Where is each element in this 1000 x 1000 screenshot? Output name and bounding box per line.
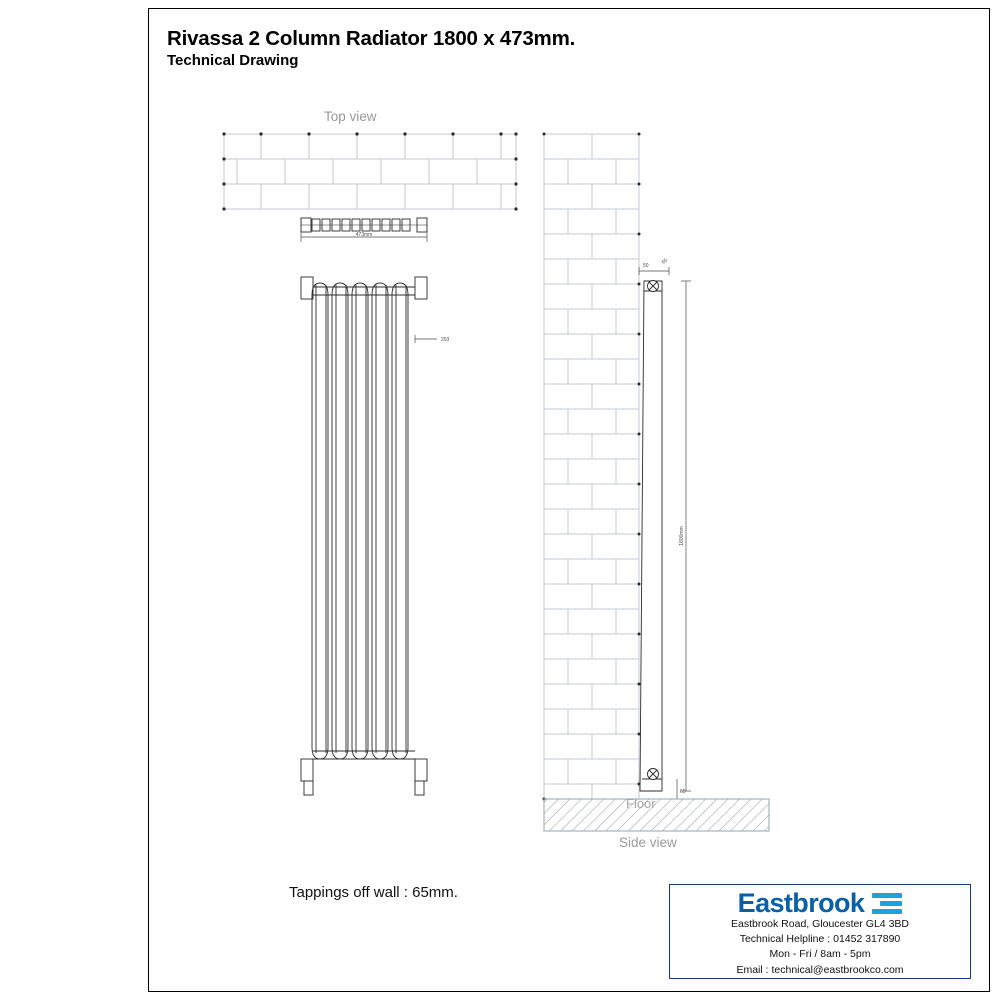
page-subtitle: Technical Drawing: [167, 51, 299, 69]
company-name: Eastbrook: [737, 888, 865, 918]
eastbrook-logo-icon: [872, 893, 902, 914]
floor: [544, 799, 769, 831]
top-view-wall-nodes: [222, 132, 517, 210]
company-email: Email : technical@eastbrookco.com: [736, 963, 904, 976]
company-hours: Mon - Fri / 8am - 5pm: [769, 948, 871, 961]
side-view-top-offset-value: 50: [643, 263, 649, 269]
top-view-width-value: 473mm: [355, 232, 373, 238]
technical-drawing: [149, 9, 991, 993]
drawing-sheet: [148, 8, 990, 992]
side-view-height-value: 1800mm: [679, 526, 685, 546]
front-view-depth-dimension: [415, 335, 437, 343]
company-address: Eastbrook Road, Gloucester GL4 3BD: [730, 918, 909, 930]
top-view-label: Top view: [324, 109, 377, 124]
side-view-label: Side view: [619, 835, 677, 850]
tappings-note: Tappings off wall : 65mm.: [289, 884, 458, 901]
company-helpline: Technical Helpline : 01452 317890: [739, 933, 901, 946]
top-view-wall: [224, 134, 516, 209]
side-view-bottom-offset-value: 65: [680, 789, 686, 795]
company-info-box: [669, 884, 971, 979]
side-view-tapping-offset-value: 65: [660, 257, 669, 266]
side-view-radiator: [640, 281, 662, 792]
front-view-radiator: [301, 277, 427, 795]
logo: [670, 885, 970, 917]
side-view-wall: [544, 134, 639, 799]
page-title: Rivassa 2 Column Radiator 1800 x 473mm.: [167, 27, 576, 50]
front-view-depth-value: 203: [441, 337, 450, 343]
top-view-radiator: [301, 218, 427, 232]
